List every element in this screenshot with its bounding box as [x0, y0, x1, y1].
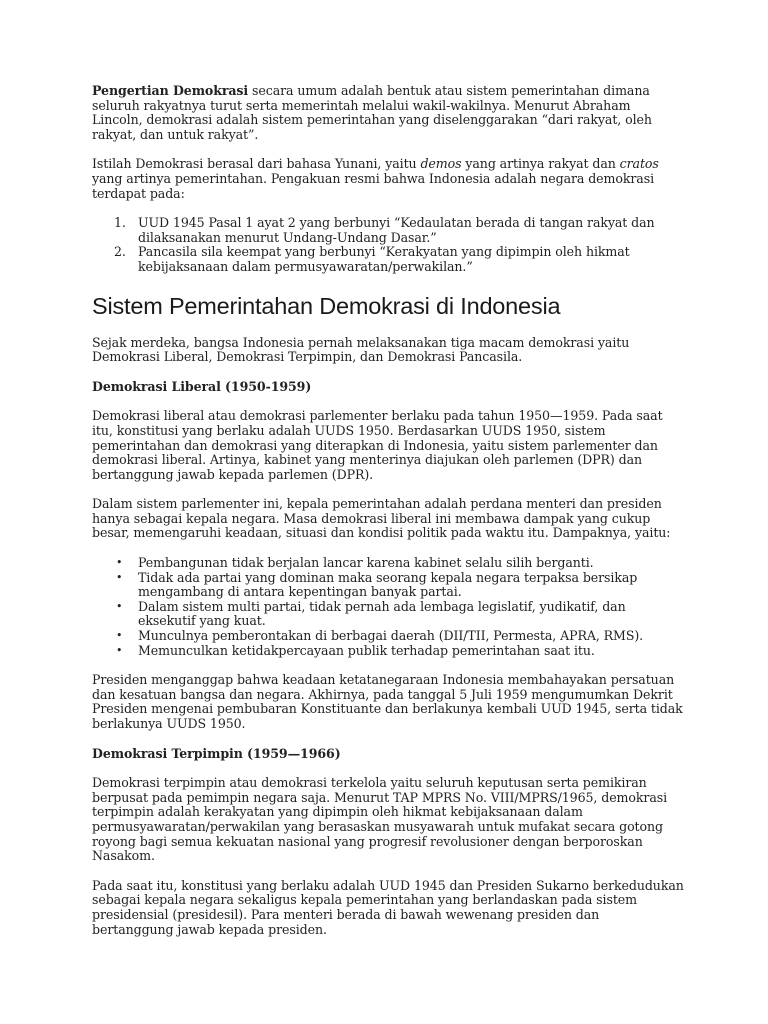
list-item	[92, 216, 684, 245]
document-page	[92, 84, 684, 937]
bullet-icon: •	[116, 643, 123, 657]
liberal-paragraph-1: Demokrasi liberal atau demokrasi parlementer berlaku pada tahun 1950—1959. Pada saat itu, konstitusi yang berlaku adalah UUDS 1950. Berdasarkan UUDS 1950, sistem pemerintahan dan demokrasi yang diterapkan di Indonesia, yaitu sistem parlementer dan demokrasi liberal. Artinya, kabinet yang menterinya diajukan oleh parlemen (DPR) dan bertanggung jawab kepada parlemen (DPR).	[92, 408, 663, 482]
istilah-text-1: Istilah Demokrasi berasal dari bahasa Yunani, yaitu	[92, 156, 421, 172]
terpimpin-paragraph-2: Pada saat itu, konstitusi yang berlaku adalah UUD 1945 dan Presiden Sukarno berkedudukan sebagai kepala negara sekaligus kepala pemerintahan yang berlandaskan pada sistem presidensial (presidesil). Para menteri berada di bawah wewenang presiden dan bertanggung jawab kepada presiden.	[92, 877, 684, 937]
list-item-text: Memunculkan ketidakpercayaan publik terhadap pemerintahan saat itu.	[138, 642, 595, 658]
list-number: 2.	[114, 244, 126, 260]
intro-text: secara umum adalah bentuk atau sistem pemerintahan dimana seluruh rakyatnya turut serta memerintah melalui wakil-wakilnya. Menurut Abraham Lincoln, demokrasi adalah sistem pemerintahan yang diselenggarakan “dari rakyat, oleh rakyat, dan untuk rakyat”.	[92, 83, 652, 142]
intro-paragraph	[92, 84, 684, 142]
dampak-list	[92, 556, 684, 658]
list-item-text: UUD 1945 Pasal 1 ayat 2 yang berbunyi “Kedaulatan berada di tangan rakyat dan dilaksanakan menurut Undang-Undang Dasar.”	[138, 215, 655, 245]
istilah-paragraph	[92, 157, 684, 201]
bullet-icon: •	[116, 570, 123, 584]
bullet-icon: •	[116, 599, 123, 613]
bullet-icon: •	[116, 556, 123, 570]
list-item	[92, 629, 684, 644]
list-item	[92, 245, 684, 274]
list-item-text: Pancasila sila keempat yang berbunyi “Kerakyatan yang dipimpin oleh hikmat kebijaksanaan dalam permusyawaratan/perwakilan.”	[138, 244, 630, 274]
section-title: Sistem Pemerintahan Demokrasi di Indonesia	[92, 292, 561, 319]
list-item	[92, 600, 684, 629]
list-item-text: Tidak ada partai yang dominan maka seorang kepala negara terpaksa bersikap mengambang di antara kepentingan banyak partai.	[138, 569, 638, 600]
list-item	[92, 571, 684, 600]
list-number: 1.	[114, 215, 126, 231]
intro-term: Pengertian Demokrasi	[92, 83, 249, 98]
istilah-cratos: cratos	[619, 156, 659, 172]
bullet-icon: •	[116, 629, 123, 643]
sejak-paragraph: Sejak merdeka, bangsa Indonesia pernah melaksanakan tiga macam demokrasi yaitu Demokrasi Liberal, Demokrasi Terpimpin, dan Demokrasi Pancasila.	[92, 334, 630, 365]
list-item	[92, 644, 684, 659]
istilah-text-3: yang artinya pemerintahan. Pengakuan resmi bahwa Indonesia adalah negara demokrasi terdapat pada:	[92, 170, 654, 201]
liberal-heading: Demokrasi Liberal (1950-1959)	[92, 378, 312, 394]
list-item	[92, 556, 684, 571]
dasar-list	[92, 216, 684, 274]
list-item-text: Dalam sistem multi partai, tidak pernah ada lembaga legislatif, yudikatif, dan eksekutif yang kuat.	[138, 598, 626, 629]
istilah-demos: demos	[420, 156, 462, 172]
terpimpin-paragraph-1: Demokrasi terpimpin atau demokrasi terkelola yaitu seluruh keputusan serta pemikiran berpusat pada pemimpin negara saja. Menurut TAP MPRS No. VIII/MPRS/1965, demokrasi terpimpin adalah kerakyatan yang dipimpin oleh hikmat kebijaksanaan dalam permusyawaratan/perwakilan yang berasaskan musyawarah untuk mufakat secara gotong royong bagi semua kekuatan nasional yang progresif revolusioner dengan berporoskan Nasakom.	[92, 775, 668, 864]
istilah-text-2: yang artinya rakyat dan	[461, 156, 620, 172]
list-item-text: Munculnya pemberontakan di berbagai daerah (DII/TII, Permesta, APRA, RMS).	[138, 628, 644, 644]
liberal-paragraph-2: Dalam sistem parlementer ini, kepala pemerintahan adalah perdana menteri dan presiden hanya sebagai kepala negara. Masa demokrasi liberal ini membawa dampak yang cukup besar, memengaruhi keadaan, situasi dan kondisi politik pada waktu itu. Dampaknya, yaitu:	[92, 496, 671, 541]
list-item-text: Pembangunan tidak berjalan lancar karena kabinet selalu silih berganti.	[138, 555, 594, 571]
terpimpin-heading: Demokrasi Terpimpin (1959—1966)	[92, 745, 341, 761]
liberal-paragraph-3: Presiden menganggap bahwa keadaan ketatanegaraan Indonesia membahayakan persatuan dan kesatuan bangsa dan negara. Akhirnya, pada tanggal 5 Juli 1959 mengumumkan Dekrit Presiden mengenai pembubaran Konstituante dan berlakunya kembali UUD 1945, serta tidak berlakunya UUDS 1950.	[92, 672, 683, 731]
